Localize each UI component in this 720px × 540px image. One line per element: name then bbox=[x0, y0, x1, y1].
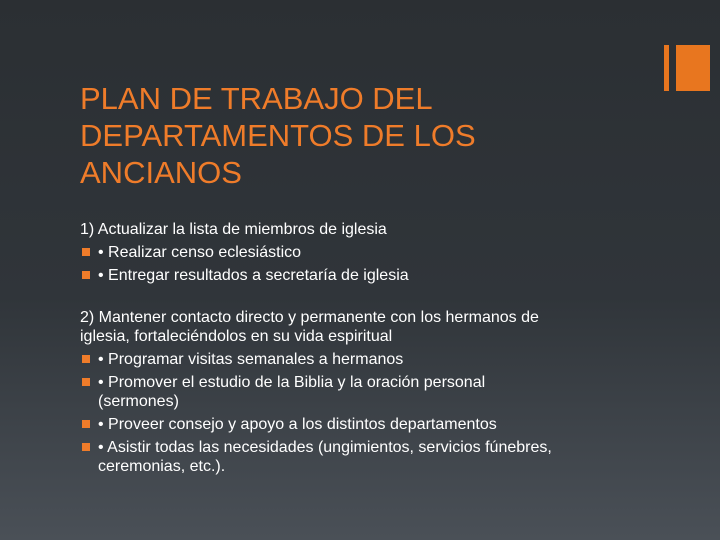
list-item bbox=[80, 415, 660, 434]
list-item bbox=[80, 350, 660, 369]
list-item-text: • Asistir todas las necesidades (ungimientos, servicios fúnebres, bbox=[98, 439, 552, 456]
section-1-list bbox=[80, 243, 660, 285]
list-item-text: • Programar visitas semanales a hermanos bbox=[98, 351, 404, 368]
list-item bbox=[80, 438, 660, 476]
list-item-continuation: ceremonias, etc.). bbox=[98, 458, 226, 475]
list-item-continuation: (sermones) bbox=[98, 393, 179, 410]
section-spacer bbox=[80, 289, 660, 308]
square-bullet-icon bbox=[82, 378, 90, 386]
list-item bbox=[80, 266, 660, 285]
slide-title bbox=[80, 80, 640, 191]
title-line: DEPARTAMENTOS DE LOS bbox=[80, 118, 476, 153]
square-bullet-icon bbox=[82, 420, 90, 428]
list-item-text: • Realizar censo eclesiástico bbox=[98, 244, 302, 261]
square-bullet-icon bbox=[82, 271, 90, 279]
section-1-heading: 1) Actualizar la lista de miembros de iglesia bbox=[80, 221, 387, 238]
list-item-text: • Promover el estudio de la Biblia y la oración personal bbox=[98, 374, 486, 391]
title-line: PLAN DE TRABAJO DEL bbox=[80, 81, 433, 116]
square-bullet-icon bbox=[82, 443, 90, 451]
square-bullet-icon bbox=[82, 248, 90, 256]
slide-body bbox=[80, 220, 660, 480]
square-bullet-icon bbox=[82, 355, 90, 363]
list-item-text: • Entregar resultados a secretaría de iglesia bbox=[98, 267, 409, 284]
section-2-heading bbox=[80, 308, 660, 346]
section-2-list bbox=[80, 350, 660, 476]
heading-line: iglesia, fortaleciéndolos en su vida espiritual bbox=[80, 328, 393, 345]
list-item bbox=[80, 243, 660, 262]
list-item-text: • Proveer consejo y apoyo a los distintos departamentos bbox=[98, 416, 497, 433]
heading-line: 2) Mantener contacto directo y permanente con los hermanos de bbox=[80, 309, 539, 326]
list-item bbox=[80, 373, 660, 411]
accent-bar-thin bbox=[664, 45, 669, 91]
accent-bar-thick bbox=[676, 45, 710, 91]
title-line: ANCIANOS bbox=[80, 155, 242, 190]
